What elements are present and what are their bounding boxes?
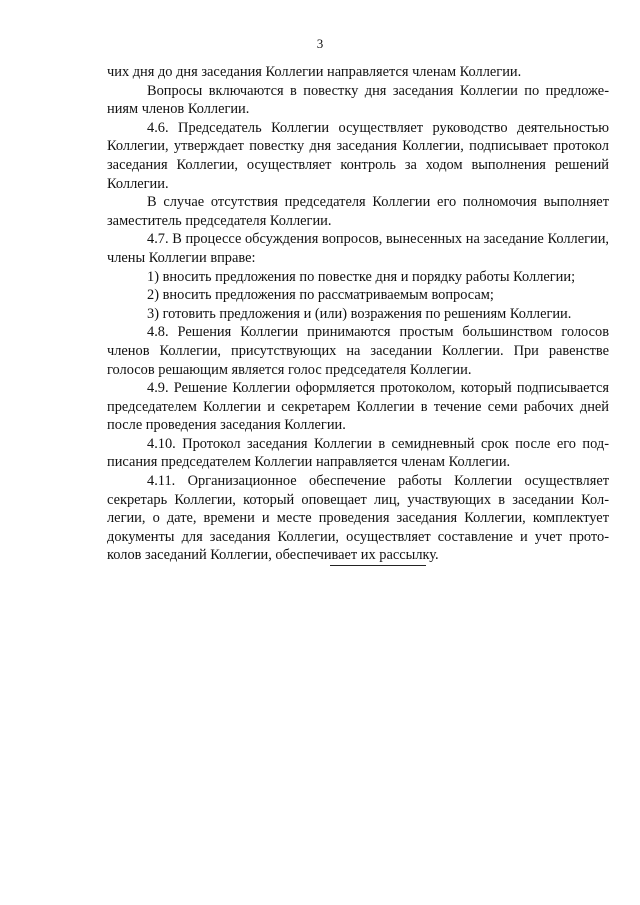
end-separator-line [330,565,426,566]
paragraph-4-6: 4.6. Председатель Коллегии осуществляет руководство деятельностью Коллегии, утверждает повестку дня заседания Коллегии, подписывает протокол заседания Коллегии, осуществляет контроль за ходом выполнения решений Коллегии. [107,119,609,192]
paragraph-4-9: 4.9. Решение Коллегии оформляется протоколом, который подписывается председателем Коллегии и секретарем Коллегии в течение семи рабочих дней после проведения заседания Коллегии. [107,380,609,434]
paragraph-questions: Вопросы включаются в повестку дня заседания Коллегии по предложениям членов Коллегии. [107,82,609,118]
list-item-1: 1) вносить предложения по повестке дня и порядку работы Коллегии; [147,268,576,285]
document-body [107,63,609,565]
page-number: 3 [316,36,324,51]
paragraph-4-10: 4.10. Протокол заседания Коллегии в семидневный срок после его подписания председателем Коллегии направляется членам Коллегии. [107,435,609,471]
paragraph-continuation: чих дня до дня заседания Коллегии направляется членам Коллегии. [107,64,522,80]
paragraph-absence: В случае отсутствия председателя Коллегии его полномочия выполняет заместитель председателя Коллегии. [107,194,609,229]
list-item-2: 2) вносить предложения по рассматриваемым вопросам; [147,287,494,304]
paragraph-4-11: 4.11. Организационное обеспечение работы Коллегии осуществляет секретарь Коллегии, который оповещает лиц, участвующих в заседании Коллегии, о дате, времени и месте проведения заседания Коллегии, комплектует документы для заседания Коллегии, осуществляет составление и учет протоколов заседаний Коллегии, обеспечивает их рассылку. [107,473,609,564]
paragraph-4-7: 4.7. В процессе обсуждения вопросов, вынесенных на заседание Коллегии, члены Коллегии вправе: [107,231,609,266]
list-item-3: 3) готовить предложения и (или) возражения по решениям Коллегии. [147,305,572,322]
paragraph-4-8: 4.8. Решения Коллегии принимаются простым большинством голосов членов Коллегии, присутствующих на заседании Коллегии. При равенстве голосов решающим является голос председателя Коллегии. [107,324,609,378]
